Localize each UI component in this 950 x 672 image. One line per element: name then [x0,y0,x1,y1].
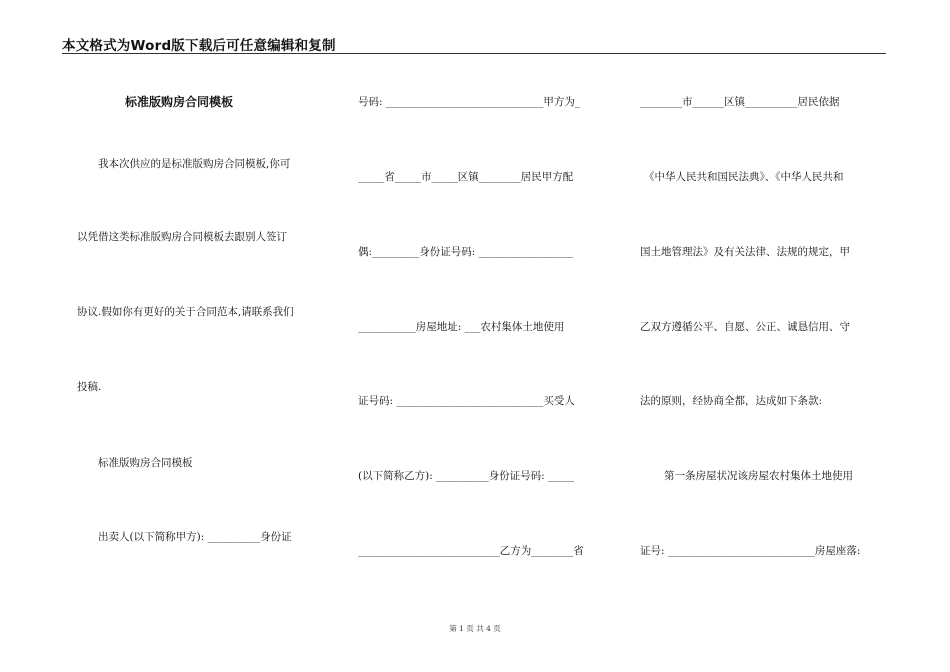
text-line: 出卖人(以下简称甲方): __________身份证 [98,531,292,543]
text-line: 投稿. [77,381,102,393]
text-column-2 [358,0,613,672]
text-line: 号码: ______________________________甲方为_ [358,96,581,108]
text-line: 第一条房屋状况该房屋农村集体土地使用 [664,470,853,482]
text-line: 偶:_________身份证号码: __________________ [358,246,574,258]
page-number-footer: 第 1 页 共 4 页 [449,624,501,633]
text-column-1 [77,0,327,672]
text-line: 国土地管理法》及有关法律、法规的规定，甲 [640,246,850,258]
text-line: ___________房屋地址: ___农村集体土地使用 [358,321,565,333]
text-line: 乙双方遵循公平、自愿、公正、诚恳信用、守 [640,321,850,333]
text-line: 法的原则，经协商全都，达成如下条款: [640,395,823,407]
document-title: 标准版购房合同模板 [125,95,234,109]
text-line: _____省_____市_____区镇________居民甲方配 [358,171,574,183]
document-header-title: 本文格式为Word版下载后可任意编辑和复制 [62,38,336,54]
text-column-3 [640,0,890,672]
text-line: 以凭借这类标准版购房合同模板去跟别人签订 [77,231,287,243]
text-line: 证号码: ____________________________买受人 [358,395,575,407]
text-line: 我本次供应的是标准版购房合同模板,你可 [98,158,291,170]
text-line: 证号: ____________________________房屋座落: [640,545,861,557]
text-line: 协议.假如你有更好的关于合同范本,请联系我们 [77,306,294,318]
text-line: ________市______区镇__________居民依据 [640,96,840,108]
text-line: 《中华人民共和国民法典》、《中华人民共和 [644,171,844,183]
text-line: ___________________________乙方为________省 [358,545,584,557]
text-line: (以下简称乙方): __________身份证号码: _____ [358,470,575,482]
text-line: 标准版购房合同模板 [98,457,193,469]
